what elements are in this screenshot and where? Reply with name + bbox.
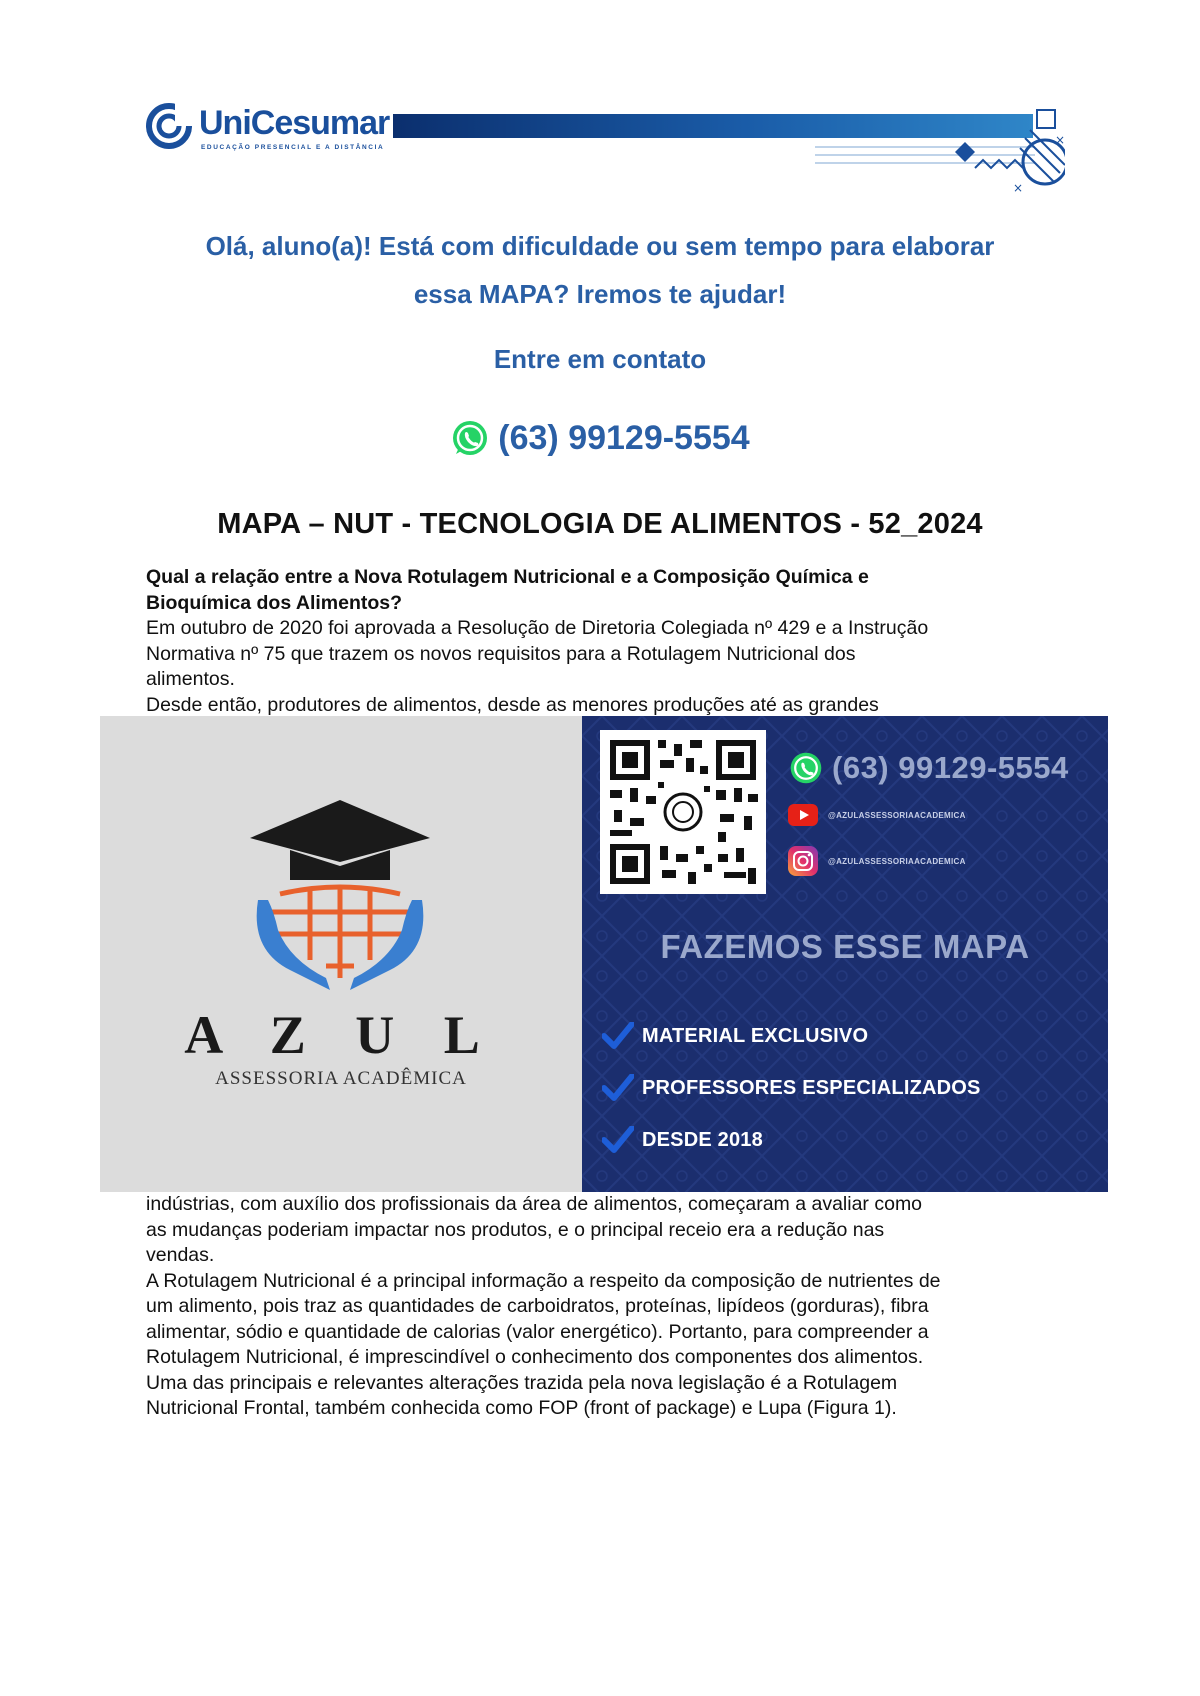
intro-line-2: essa MAPA? Iremos te ajudar! [413, 279, 787, 309]
azul-offer-panel [582, 716, 1108, 1192]
youtube-handle: @AZULASSESSORIAACADEMICA [828, 810, 966, 820]
instagram-link[interactable] [788, 846, 966, 876]
paragraph-3-line-4: Rotulagem Nutricional, é imprescindível o conhecimento dos componentes dos alimentos. [146, 1346, 924, 1368]
youtube-link[interactable] [788, 804, 966, 826]
banner-headline: FAZEMOS ESSE MAPA [660, 928, 1030, 965]
check-icon [602, 1126, 634, 1154]
feature-label: MATERIAL EXCLUSIVO [642, 1024, 869, 1047]
qr-code[interactable] [600, 730, 766, 894]
contact-phone[interactable]: (63) 99129-5554 [498, 418, 750, 457]
feature-item [602, 1074, 981, 1102]
banner-phone-row [788, 750, 1069, 786]
intro-line-1: Olá, aluno(a)! Está com dificuldade ou sem tempo para elaborar [205, 231, 995, 261]
paragraph-1-line-1: Em outubro de 2020 foi aprovada a Resolução de Diretoria Colegiada nº 429 e a Instrução [146, 617, 929, 639]
paragraph-4-line-1: Uma das principais e relevantes alterações trazida pela nova legislação é a Rotulagem [146, 1371, 898, 1394]
azul-logo-graphic [230, 800, 450, 1000]
paragraph-1-line-2: Normativa nº 75 que trazem os novos requisitos para a Rotulagem Nutricional dos [146, 642, 856, 665]
header [145, 98, 1065, 198]
instagram-icon [788, 846, 818, 876]
azul-subtitle: ASSESSORIA ACADÊMICA [215, 1068, 467, 1089]
advertising-banner [100, 716, 1108, 1192]
instagram-handle: @AZULASSESSORIAACADEMICA [828, 856, 966, 866]
svg-text:×: × [1055, 133, 1065, 147]
question-line-1: Qual a relação entre a Nova Rotulagem Nutricional e a Composição Química e [146, 566, 869, 588]
check-icon [602, 1074, 634, 1102]
feature-label: PROFESSORES ESPECIALIZADOS [642, 1076, 981, 1099]
brand-name: UniCesumar [199, 104, 390, 142]
youtube-icon [788, 804, 818, 826]
question-line-2: Bioquímica dos Alimentos? [146, 591, 403, 614]
feature-label: DESDE 2018 [642, 1128, 763, 1151]
body-bottom [146, 1192, 1076, 1422]
svg-text:×: × [1013, 181, 1024, 195]
azul-wordmark: A Z U L [184, 1005, 498, 1065]
document-title: MAPA – NUT - TECNOLOGIA DE ALIMENTOS - 52_2024 [217, 508, 983, 540]
unicesumar-logo [145, 102, 390, 162]
paragraph-3-line-1: A Rotulagem Nutricional é a principal informação a respeito da composição de nutrientes de [146, 1269, 941, 1292]
body-top [146, 565, 1076, 718]
intro-message [120, 222, 1080, 318]
paragraph-2-line-2: indústrias, com auxílio dos profissionais da área de alimentos, começaram a avaliar como [146, 1193, 923, 1215]
whatsapp-icon [788, 750, 824, 786]
unicesumar-logo-icon [145, 102, 193, 150]
check-icon [602, 1022, 634, 1050]
contact-phone-row [0, 418, 1200, 464]
azul-brand-panel [100, 716, 582, 1192]
paragraph-3-line-3: alimentar, sódio e quantidade de calorias (valor energético). Portanto, para compreender a [146, 1320, 929, 1343]
paragraph-2-line-1: Desde então, produtores de alimentos, desde as menores produções até as grandes [146, 693, 879, 716]
brand-tagline: EDUCAÇÃO PRESENCIAL E A DISTÂNCIA [201, 144, 385, 151]
header-decoration [665, 98, 1065, 198]
contact-heading: Entre em contato [493, 344, 707, 374]
banner-phone[interactable]: (63) 99129-5554 [832, 750, 1069, 785]
feature-item [602, 1126, 763, 1154]
whatsapp-icon [450, 418, 490, 458]
paragraph-3-line-2: um alimento, pois traz as quantidades de carboidratos, proteínas, lipídeos (gorduras), fibra [146, 1295, 929, 1317]
paragraph-2-line-3: as mudanças poderiam impactar nos produtos, e o principal receio era a redução nas [146, 1218, 885, 1241]
graduation-cap-icon [250, 800, 430, 880]
paragraph-2-line-4: vendas. [146, 1244, 215, 1266]
paragraph-4-line-2: Nutricional Frontal, também conhecida como FOP (front of package) e Lupa (Figura 1). [146, 1397, 897, 1419]
feature-item [602, 1022, 868, 1050]
paragraph-1-line-3: alimentos. [146, 668, 235, 690]
